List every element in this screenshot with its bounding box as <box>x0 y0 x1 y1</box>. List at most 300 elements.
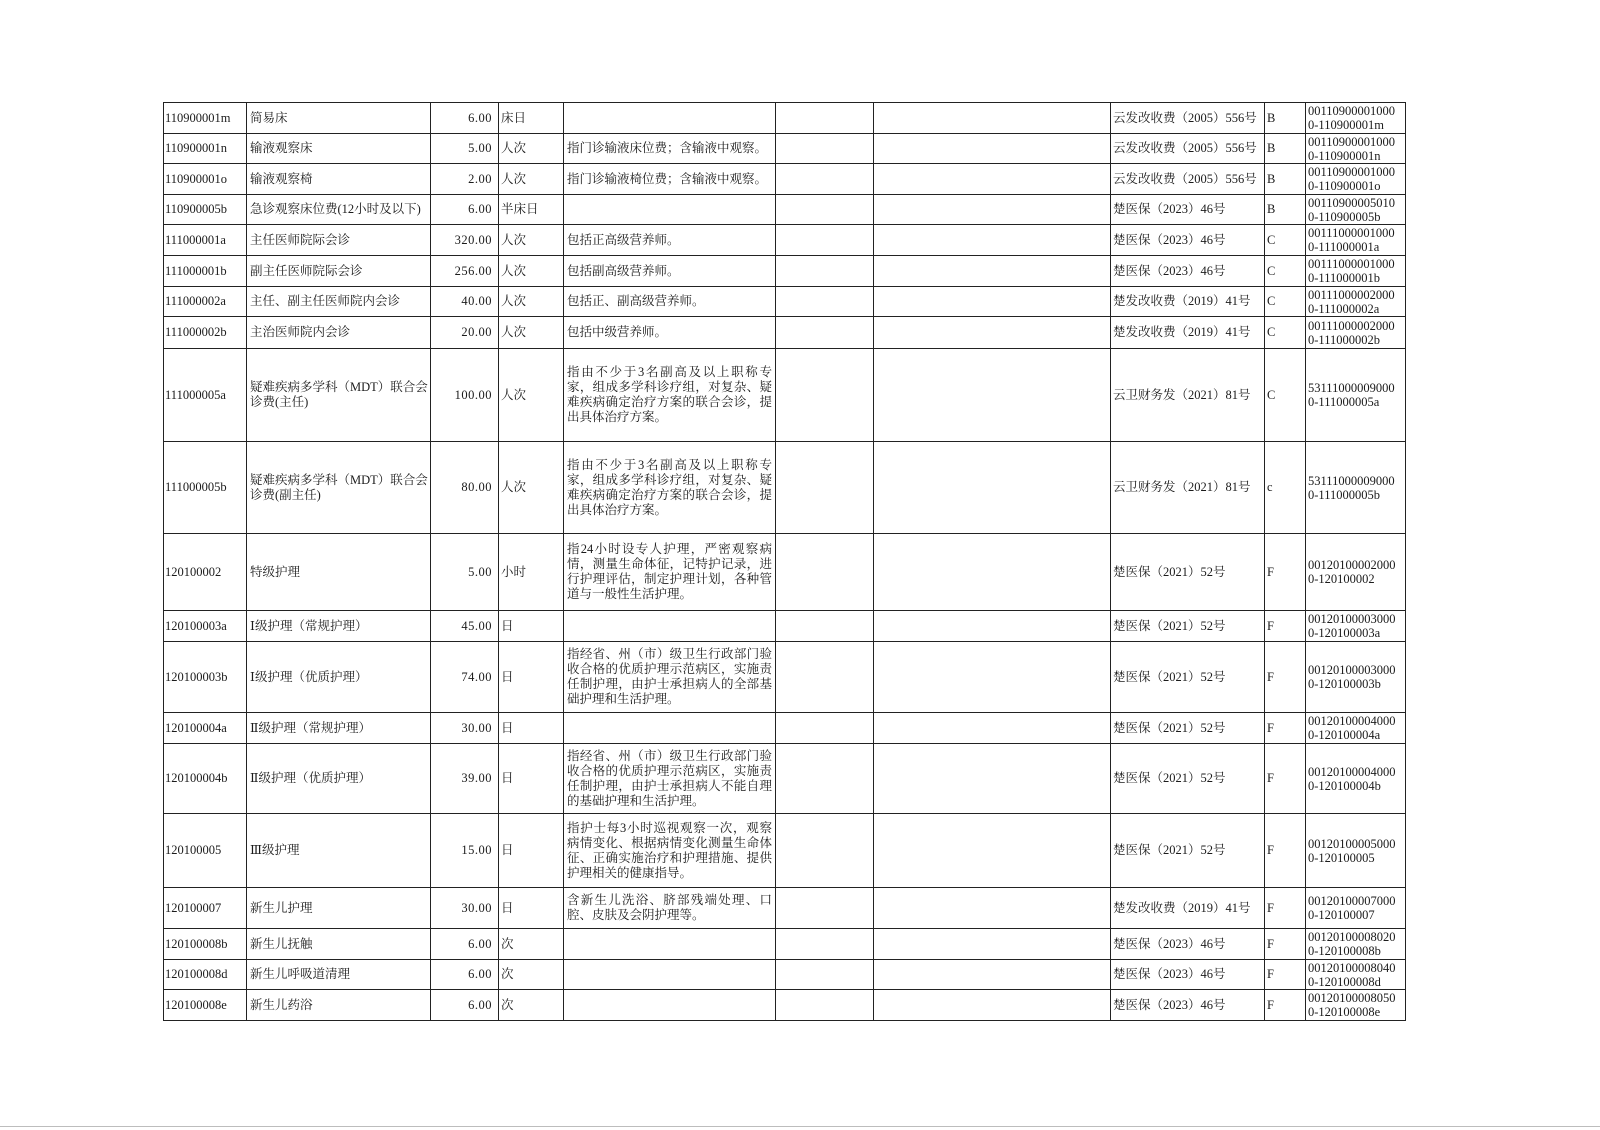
table-row <box>164 256 1406 287</box>
item-name-text: Ⅲ级护理 <box>250 843 300 857</box>
item-name-text: 急诊观察床位费(12小时及以下) <box>250 202 421 216</box>
national-code-cell <box>1306 442 1406 534</box>
blank-cell <box>874 929 1111 960</box>
item-code-cell <box>164 888 247 929</box>
item-name-text: Ⅱ级护理（常规护理） <box>250 720 371 735</box>
policy-document-text: 云卫财务发（2021）81号 <box>1113 387 1251 402</box>
category-text: F <box>1267 771 1274 785</box>
category-text: F <box>1267 997 1274 1012</box>
price-text: 5.00 <box>468 141 492 155</box>
item-code-cell <box>164 642 247 713</box>
unit-cell <box>499 225 564 256</box>
blank-cell <box>776 256 874 287</box>
price-text: 5.00 <box>468 564 492 579</box>
policy-document-cell <box>1111 349 1265 442</box>
national-code-cell <box>1306 814 1406 888</box>
item-name-cell <box>247 287 431 317</box>
unit-cell <box>499 888 564 929</box>
item-code-text: 110900001n <box>165 141 228 155</box>
unit-text: 人次 <box>501 171 527 186</box>
category-text: B <box>1267 202 1276 216</box>
blank-cell <box>776 225 874 256</box>
item-name-text: 新生儿药浴 <box>250 997 313 1012</box>
national-code-cell <box>1306 134 1406 164</box>
national-code-cell <box>1306 103 1406 134</box>
item-code-text: 120100005 <box>165 843 222 857</box>
category-cell <box>1265 929 1306 960</box>
policy-document-text: 楚医保（2021）52号 <box>1113 843 1226 857</box>
national-code-cell <box>1306 349 1406 442</box>
description-text: 指门诊输液椅位费；含输液中观察。 <box>567 171 768 186</box>
item-code-text: 120100004a <box>165 720 227 735</box>
item-code-cell <box>164 744 247 814</box>
table-row <box>164 195 1406 225</box>
national-code-cell <box>1306 990 1406 1021</box>
policy-document-cell <box>1111 134 1265 164</box>
description-cell <box>564 744 776 814</box>
item-name-text: 输液观察椅 <box>250 171 313 186</box>
price-text: 39.00 <box>461 771 492 785</box>
table-row <box>164 713 1406 744</box>
item-code-cell <box>164 195 247 225</box>
item-name-text: Ⅱ级护理（优质护理） <box>250 771 371 785</box>
page-edge-line <box>0 1126 1600 1127</box>
price-cell <box>431 990 499 1021</box>
national-code-text: 001201000030000-120100003b <box>1308 663 1396 691</box>
unit-text: 小时 <box>501 564 527 579</box>
table-row <box>164 814 1406 888</box>
item-name-text: 疑难疾病多学科（MDT）联合会诊费(副主任) <box>250 472 428 502</box>
item-code-cell <box>164 713 247 744</box>
unit-cell <box>499 134 564 164</box>
description-text: 包括中级营养师。 <box>567 325 668 339</box>
item-name-text: 简易床 <box>250 110 288 125</box>
item-name-cell <box>247 990 431 1021</box>
unit-text: 人次 <box>501 387 527 402</box>
blank-cell <box>874 990 1111 1021</box>
item-name-text: 新生儿抚触 <box>250 936 313 951</box>
policy-document-text: 云卫财务发（2021）81号 <box>1113 480 1251 494</box>
category-cell <box>1265 744 1306 814</box>
national-code-cell <box>1306 225 1406 256</box>
blank-cell <box>776 929 874 960</box>
price-cell <box>431 349 499 442</box>
blank-cell <box>874 134 1111 164</box>
policy-document-cell <box>1111 225 1265 256</box>
national-code-text: 001110000020000-111000002b <box>1308 318 1395 347</box>
policy-document-text: 云发改收费（2005）556号 <box>1113 110 1257 125</box>
item-code-text: 110900005b <box>165 202 228 216</box>
item-code-cell <box>164 256 247 287</box>
price-text: 6.00 <box>468 202 492 216</box>
national-code-cell <box>1306 164 1406 195</box>
unit-cell <box>499 990 564 1021</box>
category-cell <box>1265 814 1306 888</box>
category-cell <box>1265 534 1306 611</box>
item-code-cell <box>164 990 247 1021</box>
price-cell <box>431 611 499 642</box>
item-code-cell <box>164 929 247 960</box>
item-name-cell <box>247 134 431 164</box>
policy-document-cell <box>1111 814 1265 888</box>
category-cell <box>1265 611 1306 642</box>
price-cell <box>431 929 499 960</box>
policy-document-cell <box>1111 195 1265 225</box>
category-text: F <box>1267 720 1274 735</box>
policy-document-cell <box>1111 888 1265 929</box>
policy-document-text: 楚医保（2021）52号 <box>1113 564 1226 579</box>
unit-text: 人次 <box>501 294 527 308</box>
item-code-text: 120100007 <box>165 900 222 915</box>
national-code-text: 001109000010000-110900001o <box>1308 165 1396 193</box>
item-name-cell <box>247 642 431 713</box>
national-code-cell <box>1306 611 1406 642</box>
category-text: F <box>1267 843 1274 857</box>
national-code-text: 001201000070000-120100007 <box>1308 894 1396 922</box>
national-code-cell <box>1306 888 1406 929</box>
item-code-cell <box>164 287 247 317</box>
category-cell <box>1265 225 1306 256</box>
item-code-cell <box>164 103 247 134</box>
blank-cell <box>874 103 1111 134</box>
description-text: 包括副高级营养师。 <box>567 263 680 278</box>
national-code-text: 001110000010000-111000001b <box>1308 257 1395 285</box>
policy-document-cell <box>1111 256 1265 287</box>
table-row <box>164 164 1406 195</box>
national-code-text: 531110000090000-111000005a <box>1308 381 1395 409</box>
category-cell <box>1265 349 1306 442</box>
policy-document-text: 楚发改收费（2019）41号 <box>1113 325 1251 339</box>
category-cell <box>1265 287 1306 317</box>
blank-cell <box>776 642 874 713</box>
category-cell <box>1265 103 1306 134</box>
blank-cell <box>776 611 874 642</box>
category-cell <box>1265 134 1306 164</box>
national-code-cell <box>1306 929 1406 960</box>
price-cell <box>431 195 499 225</box>
category-text: B <box>1267 141 1276 155</box>
item-code-text: 120100003a <box>165 618 227 633</box>
national-code-text: 001201000040000-120100004a <box>1308 714 1396 742</box>
category-cell <box>1265 960 1306 990</box>
policy-document-cell <box>1111 929 1265 960</box>
table-row <box>164 442 1406 534</box>
policy-document-cell <box>1111 990 1265 1021</box>
unit-cell <box>499 195 564 225</box>
unit-cell <box>499 744 564 814</box>
category-text: C <box>1267 325 1276 339</box>
blank-cell <box>776 442 874 534</box>
national-code-cell <box>1306 534 1406 611</box>
price-cell <box>431 317 499 349</box>
category-text: F <box>1267 900 1274 915</box>
national-code-text: 531110000090000-111000005b <box>1308 473 1395 502</box>
unit-text: 人次 <box>501 325 527 339</box>
policy-document-text: 楚医保（2021）52号 <box>1113 771 1226 785</box>
item-code-text: 120100003b <box>165 669 228 684</box>
item-name-cell <box>247 814 431 888</box>
description-cell <box>564 929 776 960</box>
price-text: 40.00 <box>461 294 492 308</box>
unit-text: 日 <box>501 669 514 684</box>
policy-document-text: 楚医保（2023）46号 <box>1113 263 1226 278</box>
description-text: 指由不少于3名副高及以上职称专家，组成多学科诊疗组，对复杂、疑难疾病确定治疗方案的联合会诊，提出具体治疗方案。 <box>567 365 772 424</box>
blank-cell <box>776 195 874 225</box>
national-code-text: 001201000080500-120100008e <box>1308 991 1396 1019</box>
price-text: 6.00 <box>468 936 492 951</box>
table-row <box>164 287 1406 317</box>
national-code-text: 001201000080200-120100008b <box>1308 930 1396 958</box>
description-cell <box>564 713 776 744</box>
description-cell <box>564 317 776 349</box>
item-code-cell <box>164 225 247 256</box>
item-code-cell <box>164 960 247 990</box>
category-text: B <box>1267 171 1276 186</box>
blank-cell <box>874 642 1111 713</box>
blank-cell <box>776 317 874 349</box>
table-row <box>164 103 1406 134</box>
unit-cell <box>499 442 564 534</box>
item-code-cell <box>164 164 247 195</box>
item-name-text: Ⅰ级护理（优质护理） <box>250 669 368 684</box>
description-cell <box>564 256 776 287</box>
policy-document-cell <box>1111 713 1265 744</box>
blank-cell <box>874 256 1111 287</box>
national-code-text: 001201000050000-120100005 <box>1308 836 1396 865</box>
blank-cell <box>776 960 874 990</box>
category-text: C <box>1267 387 1276 402</box>
item-name-text: 主任、副主任医师院内会诊 <box>250 294 401 308</box>
item-name-text: Ⅰ级护理（常规护理） <box>250 618 368 633</box>
description-cell <box>564 103 776 134</box>
item-name-text: 副主任医师院际会诊 <box>250 263 363 278</box>
blank-cell <box>874 611 1111 642</box>
description-text: 指门诊输液床位费；含输液中观察。 <box>567 141 768 155</box>
unit-text: 日 <box>501 720 514 735</box>
unit-text: 次 <box>501 997 514 1012</box>
blank-cell <box>874 814 1111 888</box>
policy-document-text: 云发改收费（2005）556号 <box>1113 141 1257 155</box>
unit-text: 次 <box>501 936 514 951</box>
description-cell <box>564 642 776 713</box>
item-code-text: 111000005b <box>165 480 227 494</box>
unit-text: 人次 <box>501 263 527 278</box>
policy-document-cell <box>1111 534 1265 611</box>
policy-document-text: 楚发改收费（2019）41号 <box>1113 900 1251 915</box>
item-name-cell <box>247 225 431 256</box>
category-cell <box>1265 888 1306 929</box>
price-cell <box>431 225 499 256</box>
blank-cell <box>874 225 1111 256</box>
policy-document-text: 楚发改收费（2019）41号 <box>1113 294 1251 308</box>
unit-cell <box>499 349 564 442</box>
category-text: F <box>1267 564 1274 579</box>
description-cell <box>564 225 776 256</box>
unit-text: 床日 <box>501 110 527 125</box>
policy-document-text: 云发改收费（2005）556号 <box>1113 171 1257 186</box>
blank-cell <box>874 287 1111 317</box>
policy-document-cell <box>1111 164 1265 195</box>
blank-cell <box>776 744 874 814</box>
policy-document-text: 楚医保（2023）46号 <box>1113 232 1226 247</box>
unit-cell <box>499 287 564 317</box>
description-cell <box>564 960 776 990</box>
table-row <box>164 317 1406 349</box>
description-cell <box>564 888 776 929</box>
item-code-text: 120100008e <box>165 997 227 1012</box>
table-row <box>164 960 1406 990</box>
category-text: F <box>1267 618 1274 633</box>
description-text: 指由不少于3名副高及以上职称专家，组成多学科诊疗组，对复杂、疑难疾病确定治疗方案的联合会诊，提出具体治疗方案。 <box>567 457 772 517</box>
unit-cell <box>499 103 564 134</box>
table-row <box>164 534 1406 611</box>
unit-text: 人次 <box>501 232 527 247</box>
policy-document-text: 楚医保（2021）52号 <box>1113 720 1226 735</box>
blank-cell <box>874 442 1111 534</box>
category-cell <box>1265 195 1306 225</box>
price-text: 6.00 <box>468 997 492 1012</box>
price-text: 20.00 <box>461 325 492 339</box>
national-code-cell <box>1306 287 1406 317</box>
policy-document-cell <box>1111 611 1265 642</box>
item-code-text: 111000002b <box>165 325 227 339</box>
price-text: 6.00 <box>468 110 492 125</box>
price-cell <box>431 744 499 814</box>
item-name-text: 主任医师院际会诊 <box>250 232 351 247</box>
item-code-cell <box>164 814 247 888</box>
category-cell <box>1265 990 1306 1021</box>
blank-cell <box>874 164 1111 195</box>
price-text: 2.00 <box>468 171 492 186</box>
unit-cell <box>499 713 564 744</box>
description-cell <box>564 164 776 195</box>
table-row <box>164 888 1406 929</box>
national-code-cell <box>1306 713 1406 744</box>
item-code-cell <box>164 534 247 611</box>
item-name-text: 新生儿护理 <box>250 900 313 915</box>
table-row <box>164 225 1406 256</box>
blank-cell <box>776 713 874 744</box>
unit-text: 日 <box>501 618 514 633</box>
item-code-cell <box>164 317 247 349</box>
item-name-text: 特级护理 <box>250 564 301 579</box>
item-name-cell <box>247 256 431 287</box>
description-text: 包括正、副高级营养师。 <box>567 294 705 308</box>
item-name-text: 输液观察床 <box>250 141 313 155</box>
blank-cell <box>874 534 1111 611</box>
policy-document-text: 楚医保（2023）46号 <box>1113 936 1226 951</box>
table-row <box>164 744 1406 814</box>
policy-document-cell <box>1111 642 1265 713</box>
unit-text: 次 <box>501 967 514 981</box>
policy-document-cell <box>1111 317 1265 349</box>
table-row <box>164 134 1406 164</box>
category-text: C <box>1267 232 1276 247</box>
item-name-cell <box>247 442 431 534</box>
price-cell <box>431 287 499 317</box>
item-name-text: 疑难疾病多学科（MDT）联合会诊费(主任) <box>250 380 428 409</box>
blank-cell <box>874 195 1111 225</box>
blank-cell <box>776 534 874 611</box>
unit-cell <box>499 534 564 611</box>
item-code-cell <box>164 349 247 442</box>
description-cell <box>564 195 776 225</box>
unit-text: 半床日 <box>501 202 539 216</box>
price-text: 6.00 <box>468 967 492 981</box>
policy-document-cell <box>1111 442 1265 534</box>
national-code-text: 001110000020000-111000002a <box>1308 287 1395 316</box>
price-cell <box>431 103 499 134</box>
price-cell <box>431 713 499 744</box>
table-body <box>164 103 1406 1021</box>
national-code-text: 001109000010000-110900001n <box>1308 134 1396 163</box>
category-cell <box>1265 164 1306 195</box>
price-cell <box>431 960 499 990</box>
unit-text: 日 <box>501 900 514 915</box>
price-text: 15.00 <box>461 843 492 857</box>
item-name-cell <box>247 960 431 990</box>
price-cell <box>431 642 499 713</box>
blank-cell <box>874 317 1111 349</box>
item-code-text: 111000001b <box>165 263 227 278</box>
item-code-text: 110900001m <box>165 110 231 125</box>
item-name-cell <box>247 929 431 960</box>
national-code-text: 001201000040000-120100004b <box>1308 764 1396 793</box>
category-cell <box>1265 317 1306 349</box>
fee-schedule-table <box>163 102 1406 1021</box>
table-row <box>164 611 1406 642</box>
price-cell <box>431 814 499 888</box>
item-code-cell <box>164 442 247 534</box>
unit-cell <box>499 814 564 888</box>
description-cell <box>564 611 776 642</box>
item-code-cell <box>164 134 247 164</box>
description-text: 含新生儿洗浴、脐部残端处理、口腔、皮肤及会阴护理等。 <box>567 893 772 922</box>
item-name-cell <box>247 713 431 744</box>
policy-document-cell <box>1111 960 1265 990</box>
description-cell <box>564 814 776 888</box>
item-code-text: 120100008b <box>165 936 228 951</box>
description-text: 指24小时设专人护理，严密观察病情，测量生命体征，记特护记录，进行护理评估，制定护理计划，各种管道与一般性生活护理。 <box>567 542 772 601</box>
description-text: 指经省、州（市）级卫生行政部门验收合格的优质护理示范病区，实施责任制护理，由护士承担病人不能自理的基础护理和生活护理。 <box>567 748 772 808</box>
unit-cell <box>499 317 564 349</box>
item-name-text: 主治医师院内会诊 <box>250 325 351 339</box>
unit-cell <box>499 929 564 960</box>
category-text: C <box>1267 294 1276 308</box>
category-cell <box>1265 642 1306 713</box>
policy-document-text: 楚医保（2023）46号 <box>1113 997 1226 1012</box>
table-row <box>164 929 1406 960</box>
category-text: c <box>1267 480 1273 494</box>
national-code-cell <box>1306 642 1406 713</box>
item-name-cell <box>247 534 431 611</box>
unit-cell <box>499 642 564 713</box>
category-text: F <box>1267 669 1274 684</box>
blank-cell <box>874 713 1111 744</box>
national-code-text: 001201000030000-120100003a <box>1308 612 1396 640</box>
price-text: 45.00 <box>461 618 492 633</box>
unit-text: 人次 <box>501 141 527 155</box>
price-cell <box>431 888 499 929</box>
unit-cell <box>499 256 564 287</box>
national-code-text: 001109000050100-110900005b <box>1308 195 1396 224</box>
national-code-cell <box>1306 744 1406 814</box>
price-text: 100.00 <box>454 387 492 402</box>
item-code-text: 120100008d <box>165 967 228 981</box>
table-row <box>164 990 1406 1021</box>
price-text: 80.00 <box>461 480 492 494</box>
unit-text: 日 <box>501 771 514 785</box>
